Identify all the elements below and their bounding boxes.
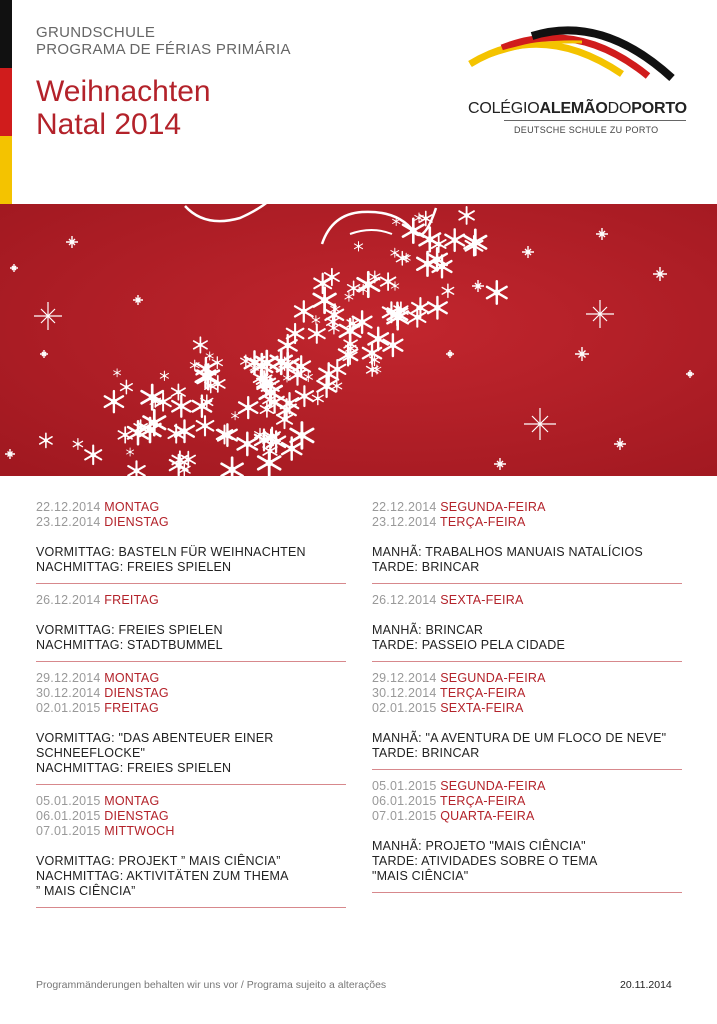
- logo-arcs-icon: [462, 26, 686, 96]
- title-portuguese: Natal 2014: [36, 108, 182, 141]
- date-list: [36, 794, 346, 839]
- activities-text: MANHÃ: "A AVENTURA DE UM FLOCO DE NEVE" TARDE: BRINCAR: [372, 731, 667, 760]
- date-row: [372, 500, 682, 515]
- logo-wordmark: [468, 100, 687, 118]
- logo-subtitle: DEUTSCHE SCHULE ZU PORTO: [514, 125, 659, 135]
- activities-text: VORMITTAG: "DAS ABENTEUER EINER SCHNEEFLOCKE" NACHMITTAG: FREIES SPIELEN: [36, 731, 274, 775]
- date-list: [372, 779, 682, 824]
- date-value: 22.12.2014: [372, 500, 437, 514]
- activities-text: VORMITTAG: FREIES SPIELEN NACHMITTAG: STADTBUMMEL: [36, 623, 223, 652]
- flag-red-band: [0, 68, 12, 136]
- date-list: [372, 671, 682, 716]
- date-row: [36, 809, 346, 824]
- date-value: 26.12.2014: [36, 593, 101, 607]
- date-value: 30.12.2014: [36, 686, 101, 700]
- weekday-label: DIENSTAG: [104, 809, 169, 823]
- activities-text: MANHÃ: TRABALHOS MANUAIS NATALÍCIOS TARDE: BRINCAR: [372, 545, 643, 574]
- schedule-block: [372, 500, 682, 584]
- weekday-label: DIENSTAG: [104, 686, 169, 700]
- date-value: 05.01.2015: [36, 794, 101, 808]
- schedule-block: [36, 671, 346, 785]
- logo-word-porto: PORTO: [631, 100, 687, 117]
- date-row: [372, 686, 682, 701]
- logo-word-do: DO: [607, 100, 632, 117]
- weekday-label: QUARTA-FEIRA: [440, 809, 535, 823]
- christmas-banner: [0, 204, 717, 476]
- date-row: [372, 809, 682, 824]
- date-list: [372, 500, 682, 530]
- weekday-label: MONTAG: [104, 500, 160, 514]
- date-row: [372, 671, 682, 686]
- date-value: 29.12.2014: [372, 671, 437, 685]
- date-value: 23.12.2014: [36, 515, 101, 529]
- date-value: 05.01.2015: [372, 779, 437, 793]
- date-row: [36, 593, 346, 608]
- weekday-label: FREITAG: [104, 701, 159, 715]
- date-value: 26.12.2014: [372, 593, 437, 607]
- snowflake-reindeer-illustration: [0, 204, 717, 476]
- footer-date: 20.11.2014: [620, 979, 672, 991]
- date-row: [36, 686, 346, 701]
- schedule-german: [36, 500, 346, 917]
- date-row: [36, 824, 346, 839]
- weekday-label: DIENSTAG: [104, 515, 169, 529]
- header-line-school: GRUNDSCHULE: [36, 24, 156, 41]
- page-title: [36, 75, 211, 141]
- weekday-label: MONTAG: [104, 794, 160, 808]
- schedule-block: [36, 794, 346, 908]
- date-row: [372, 779, 682, 794]
- german-flag-stripe: [0, 0, 12, 204]
- weekday-label: FREITAG: [104, 593, 159, 607]
- date-list: [372, 593, 682, 608]
- date-value: 06.01.2015: [36, 809, 101, 823]
- schedule-block: [372, 779, 682, 893]
- weekday-label: SEXTA-FEIRA: [440, 593, 524, 607]
- weekday-label: TERÇA-FEIRA: [440, 686, 526, 700]
- weekday-label: MITTWOCH: [104, 824, 175, 838]
- schedule-block: [372, 593, 682, 662]
- weekday-label: SEGUNDA-FEIRA: [440, 671, 546, 685]
- date-value: 23.12.2014: [372, 515, 437, 529]
- logo-divider: [504, 120, 686, 121]
- date-value: 07.01.2015: [36, 824, 101, 838]
- date-row: [36, 701, 346, 716]
- date-list: [36, 671, 346, 716]
- logo-word-colegio: COLÉGIO: [468, 100, 540, 117]
- date-list: [36, 593, 346, 608]
- weekday-label: TERÇA-FEIRA: [440, 515, 526, 529]
- header-line-program: PROGRAMA DE FÉRIAS PRIMÁRIA: [36, 41, 291, 58]
- date-value: 02.01.2015: [36, 701, 101, 715]
- logo-word-alemao: ALEMÃO: [539, 100, 608, 117]
- date-list: [36, 500, 346, 530]
- schedule-block: [372, 671, 682, 770]
- date-value: 29.12.2014: [36, 671, 101, 685]
- date-row: [36, 515, 346, 530]
- date-row: [36, 671, 346, 686]
- flag-black-band: [0, 0, 12, 68]
- activities-text: MANHÃ: BRINCAR TARDE: PASSEIO PELA CIDADE: [372, 623, 565, 652]
- weekday-label: SEGUNDA-FEIRA: [440, 779, 546, 793]
- weekday-label: SEGUNDA-FEIRA: [440, 500, 546, 514]
- weekday-label: TERÇA-FEIRA: [440, 794, 526, 808]
- date-row: [372, 794, 682, 809]
- date-value: 06.01.2015: [372, 794, 437, 808]
- date-value: 07.01.2015: [372, 809, 437, 823]
- schedule-block: [36, 500, 346, 584]
- date-value: 30.12.2014: [372, 686, 437, 700]
- date-row: [372, 515, 682, 530]
- date-row: [372, 593, 682, 608]
- date-row: [36, 794, 346, 809]
- weekday-label: MONTAG: [104, 671, 160, 685]
- schedule-block: [36, 593, 346, 662]
- activities-text: VORMITTAG: PROJEKT ” MAIS CIÊNCIA” NACHMITTAG: AKTIVITÄTEN ZUM THEMA ” MAIS CIÊNCIA”: [36, 854, 289, 898]
- flag-gold-band: [0, 136, 12, 204]
- schedule-portuguese: [372, 500, 682, 902]
- date-row: [36, 500, 346, 515]
- date-row: [372, 701, 682, 716]
- header-subtitle: [36, 24, 291, 58]
- date-value: 02.01.2015: [372, 701, 437, 715]
- school-logo: [462, 26, 686, 146]
- footer-note: Programmänderungen behalten wir uns vor / Programa sujeito a alterações: [36, 979, 387, 991]
- title-german: Weihnachten: [36, 75, 211, 108]
- activities-text: VORMITTAG: BASTELN FÜR WEIHNACHTEN NACHMITTAG: FREIES SPIELEN: [36, 545, 306, 574]
- date-value: 22.12.2014: [36, 500, 101, 514]
- activities-text: MANHÃ: PROJETO "MAIS CIÊNCIA" TARDE: ATIVIDADES SOBRE O TEMA "MAIS CIÊNCIA": [372, 839, 598, 883]
- weekday-label: SEXTA-FEIRA: [440, 701, 524, 715]
